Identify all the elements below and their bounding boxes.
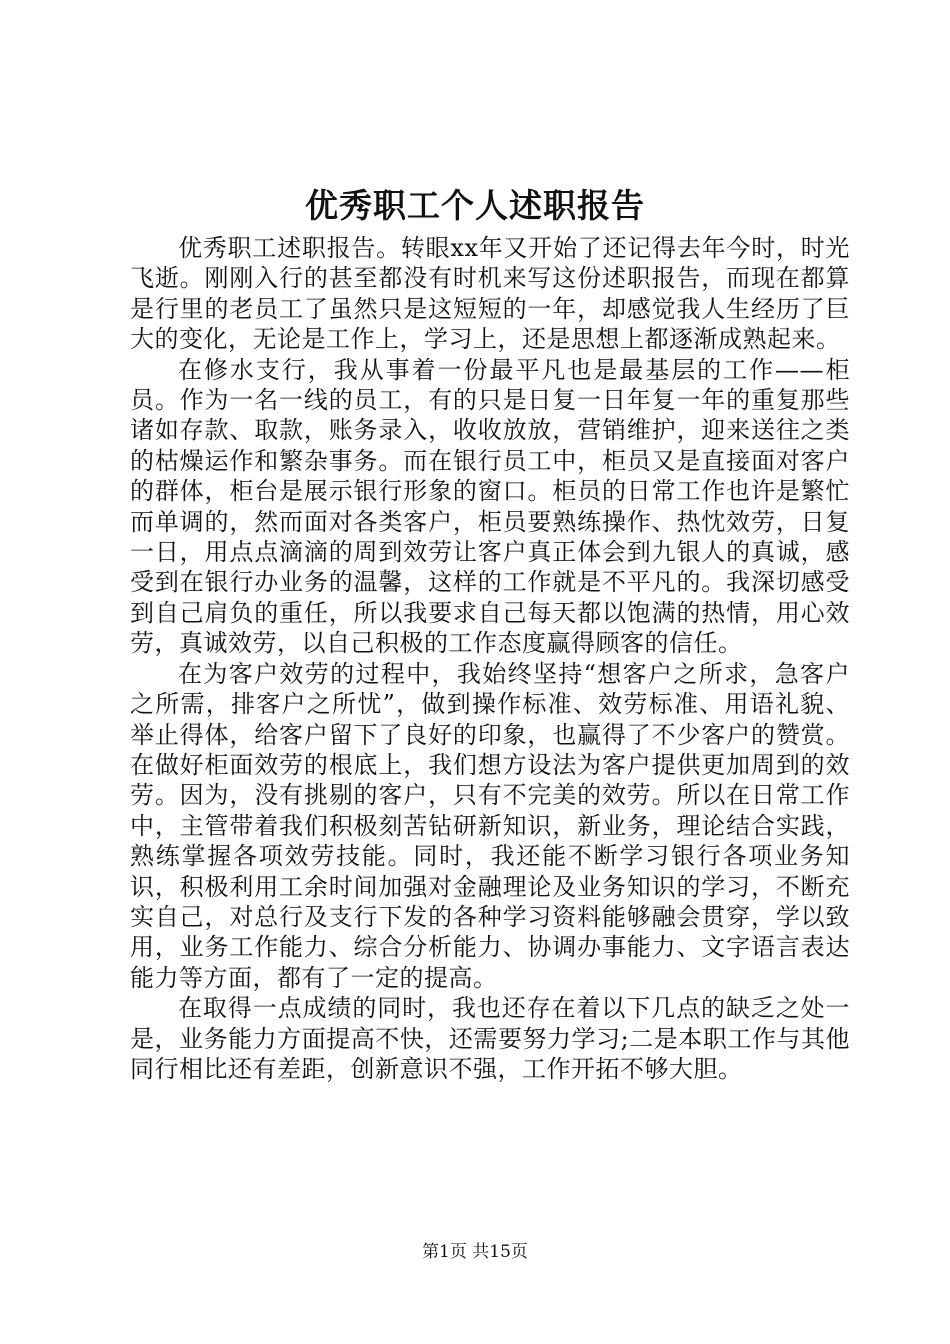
paragraph-2: 在修水支行，我从事着一份最平凡也是最基层的工作——柜员。作为一名一线的员工，有的只是日复一日年复一年的重复那些诸如存款、取款，账务录入，收收放放，营销维护，迎来送往之类的枯燥运作和繁杂事务。而在银行员工中，柜员又是直接面对客户的群体，柜台是展示银行形象的窗口。柜员的日常工作也许是繁忙而单调的，然而面对各类客户，柜员要熟练操作、热忱效劳，日复一日，用点点滴滴的周到效劳让客户真正体会到九银人的真诚，感受到在银行办业务的温馨，这样的工作就是不平凡的。我深切感受到自己肩负的重任，所以我要求自己每天都以饱满的热情，用心效劳，真诚效劳，以自己积极的工作态度赢得顾客的信任。 — [130, 355, 850, 658]
page-footer: 第1页 共15页 — [422, 1242, 528, 1262]
paragraph-1: 优秀职工述职报告。转眼xx年又开始了还记得去年今时，时光飞逝。刚刚入行的甚至都没有时机来写这份述职报告，而现在都算是行里的老员工了虽然只是这短短的一年，却感觉我人生经历了巨大的变化，无论是工作上，学习上，还是思想上都逐渐成熟起来。 — [130, 234, 850, 354]
paragraph-4: 在取得一点成绩的同时，我也还存在着以下几点的缺乏之处一是，业务能力方面提高不快，还需要努力学习;二是本职工作与其他同行相比还有差距，创新意识不强，工作开拓不够大胆。 — [130, 994, 850, 1083]
document-body — [130, 233, 850, 1084]
paragraph-3: 在为客户效劳的过程中，我始终坚持“想客户之所求，急客户之所需，排客户之所忧”，做到操作标准、效劳标准、用语礼貌、举止得体，给客户留下了良好的印象，也赢得了不少客户的赞赏。在做好柜面效劳的根底上，我们想方设法为客户提供更加周到的效劳。因为，没有挑剔的客户，只有不完美的效劳。所以在日常工作中，主管带着我们积极刻苦钻研新知识，新业务，理论结合实践，熟练掌握各项效劳技能。同时，我还能不断学习银行各项业务知识，积极利用工余时间加强对金融理论及业务知识的学习，不断充实自己，对总行及支行下发的各种学习资料能够融会贯穿，学以致用，业务工作能力、综合分析能力、协调办事能力、文字语言表达能力等方面，都有了一定的提高。 — [130, 659, 850, 992]
document-title: 优秀职工个人述职报告 — [305, 186, 645, 225]
